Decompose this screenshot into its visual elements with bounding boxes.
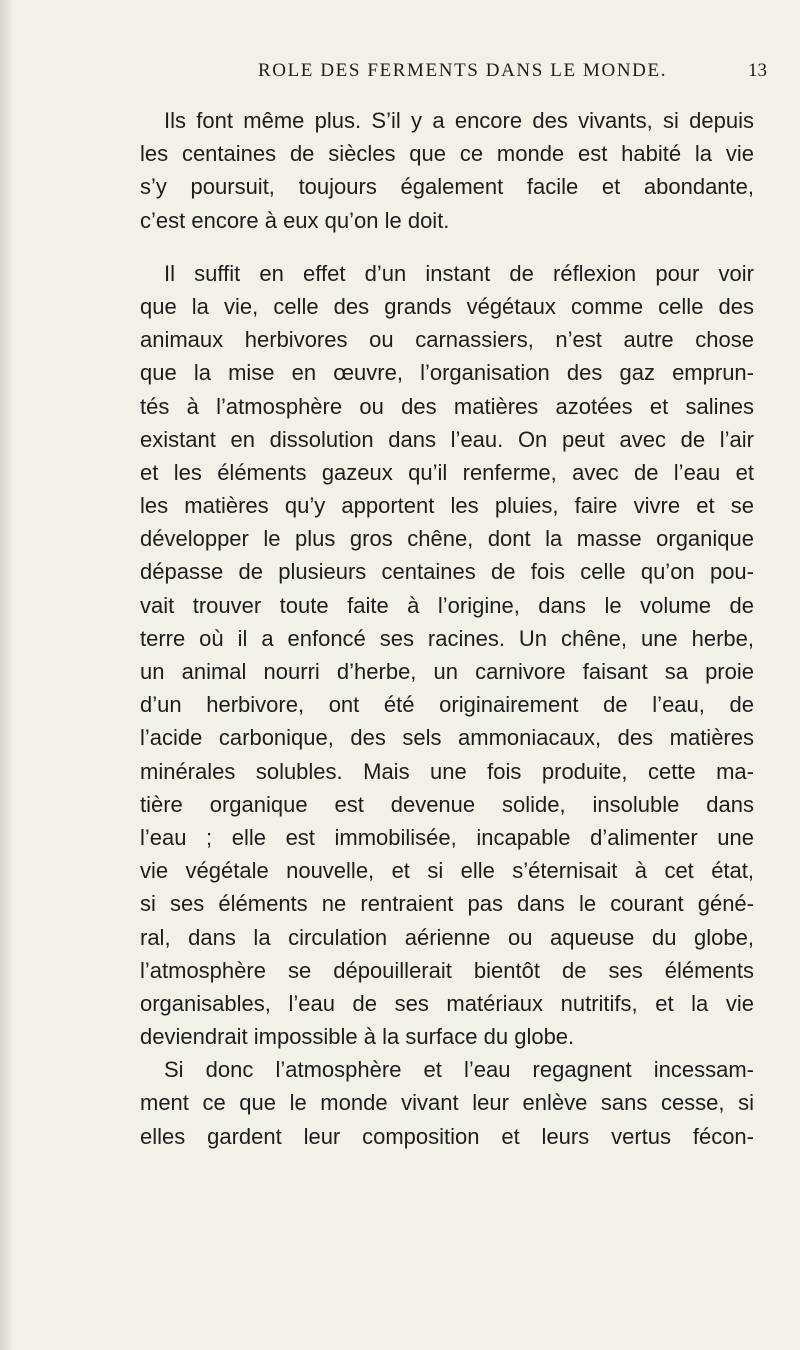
text-line: vait trouver toute faite à l’origine, dans le volume de	[140, 592, 754, 618]
text-line: s’y poursuit, toujours également facile et abondante,	[140, 174, 754, 200]
text-line: d’un herbivore, ont été originairement de l’eau, de	[140, 692, 754, 718]
text-line: minérales solubles. Mais une fois produite, cette ma-	[140, 758, 754, 784]
page-number: 13	[748, 60, 767, 81]
text-line: dépasse de plusieurs centaines de fois celle qu’on pou-	[140, 559, 754, 585]
running-head	[0, 60, 800, 88]
text-line: l’atmosphère se dépouillerait bientôt de ses éléments	[140, 957, 754, 983]
text-line: existant en dissolution dans l’eau. On peut avec de l’air	[140, 426, 754, 452]
text-line: deviendrait impossible à la surface du globe.	[140, 1024, 575, 1050]
text-line: Ils font même plus. S’il y a encore des vivants, si depuis	[164, 108, 754, 133]
page-gutter-shadow	[0, 0, 14, 1350]
text-line: que la vie, celle des grands végétaux comme celle des	[140, 293, 754, 319]
text-line: que la mise en œuvre, l’organisation des gaz emprun-	[140, 360, 754, 386]
text-line: terre où il a enfoncé ses racines. Un chêne, une herbe,	[140, 625, 754, 651]
text-line: tés à l’atmosphère ou des matières azotées et salines	[140, 393, 754, 419]
paragraph-3	[140, 1053, 754, 1153]
paragraph-2	[140, 257, 754, 1054]
text-line: si ses éléments ne rentraient pas dans le courant géné-	[140, 891, 754, 917]
text-line: ment ce que le monde vivant leur enlève sans cesse, si	[140, 1090, 754, 1116]
text-line: organisables, l’eau de ses matériaux nutritifs, et la vie	[140, 990, 754, 1016]
body-text	[140, 104, 754, 1153]
text-line: les matières qu’y apportent les pluies, faire vivre et se	[140, 493, 754, 519]
text-line: les centaines de siècles que ce monde est habité la vie	[140, 141, 754, 167]
text-line: Il suffit en effet d’un instant de réflexion pour voir	[164, 260, 754, 286]
text-line: un animal nourri d’herbe, un carnivore faisant sa proie	[140, 659, 754, 684]
text-line: animaux herbivores ou carnassiers, n’est autre chose	[140, 327, 754, 353]
text-line: ral, dans la circulation aérienne ou aqueuse du globe,	[140, 924, 754, 950]
text-line: tière organique est devenue solide, insoluble dans	[140, 791, 754, 817]
text-line: c’est encore à eux qu’on le doit.	[140, 207, 450, 233]
paragraph-gap	[140, 237, 754, 257]
text-line: développer le plus gros chêne, dont la masse organique	[140, 526, 754, 552]
text-line: vie végétale nouvelle, et si elle s’éternisait à cet état,	[140, 858, 754, 884]
running-title: ROLE DES FERMENTS DANS LE MONDE.	[258, 60, 668, 81]
text-line: Si donc l’atmosphère et l’eau regagnent incessam-	[164, 1057, 754, 1083]
text-line: et les éléments gazeux qu’il renferme, avec de l’eau et	[140, 459, 754, 485]
paragraph-1	[140, 104, 754, 237]
text-line: l’eau ; elle est immobilisée, incapable d’alimenter une	[140, 824, 754, 850]
text-line: elles gardent leur composition et leurs vertus fécon-	[140, 1123, 754, 1149]
text-line: l’acide carbonique, des sels ammoniacaux, des matières	[140, 725, 754, 751]
